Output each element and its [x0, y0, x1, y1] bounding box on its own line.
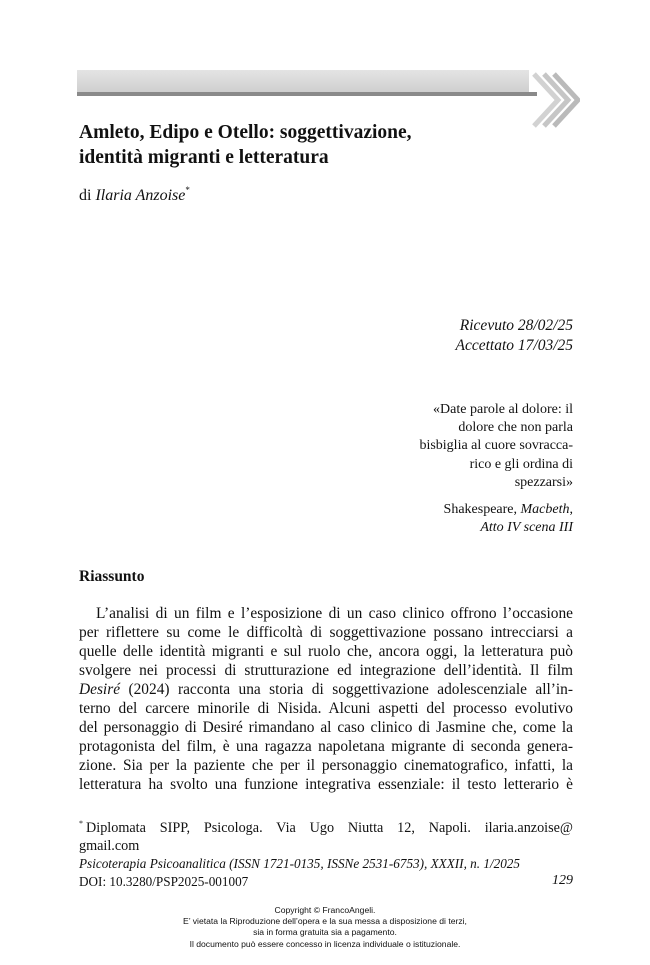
abstract-line: svolgere nei processi di strutturazione ed integrazione dell’identità. Il film: [79, 662, 573, 679]
footnote-line: gmail.com: [79, 838, 140, 854]
footnote-text: Diplomata SIPP, Psicologa. Via Ugo Niutta 12, Napoli. ilaria.anzoise@: [86, 820, 573, 836]
author-footnote-mark: *: [185, 185, 190, 195]
abstract-line: per riflettere su come le difficoltà di soggettivazione possano intrecciarsi a: [79, 624, 573, 641]
attribution-work: Macbeth: [520, 502, 570, 517]
byline-prefix: di: [79, 187, 92, 204]
copyright-line: Copyright © FrancoAngeli.: [274, 905, 376, 915]
copyright-line: Il documento può essere concesso in licenza individuale o istituzionale.: [189, 938, 461, 949]
abstract-line: protagonista del film, è una ragazza napoletana migrante di seconda genera-: [79, 738, 573, 755]
abstract-body: [79, 604, 573, 794]
epigraph-attribution: [444, 501, 573, 537]
author-footnote: [79, 815, 573, 855]
abstract-line: zione. Sia per la paziente che per il personaggio cinematografico, infatti, la: [79, 757, 573, 774]
header-banner-rule: [77, 92, 537, 96]
author-name: Ilaria Anzoise: [95, 187, 186, 204]
title-line-2: identità migranti e letteratura: [79, 147, 329, 168]
attribution-comma: ,: [569, 502, 573, 517]
abstract-line-rest: (2024) racconta una storia di soggettivazione adolescenziale all’in-: [120, 681, 573, 698]
epigraph-line: «Date parole al dolore: il: [433, 402, 573, 417]
epigraph-line: spezzarsi»: [514, 474, 573, 490]
abstract-line: terno del carcere minorile di Nisida. Alcuni aspetti del processo evolutivo: [79, 700, 573, 717]
epigraph-line: rico e gli ordina di: [469, 456, 573, 472]
attribution-author: Shakespeare,: [443, 502, 518, 517]
abstract-line: [79, 680, 573, 699]
chevron-arrows-icon: [528, 66, 580, 136]
page-number: 129: [552, 873, 573, 888]
epigraph-quote: [388, 401, 573, 492]
footnote-line: [79, 815, 573, 837]
article-title: [79, 120, 509, 170]
abstract-line: del personaggio di Desiré rimandano al caso clinico di Jasmine che, come la: [79, 719, 573, 736]
abstract-line: quelle delle identità migranti e sul ruolo che, ancora oggi, la letteratura può: [79, 643, 573, 660]
author-byline: [79, 185, 190, 205]
article-dates: [455, 316, 573, 356]
epigraph-line: dolore che non parla: [458, 420, 573, 436]
journal-citation: Psicoterapia Psicoanalitica (ISSN 1721-0135, ISSNe 2531-6753), XXXII, n. 1/2025: [79, 856, 520, 871]
abstract-heading: Riassunto: [79, 568, 145, 585]
abstract-line: L’analisi di un film e l’esposizione di un caso clinico offrono l’occasione: [96, 605, 573, 622]
received-date: Ricevuto 28/02/25: [459, 317, 573, 334]
header-banner-bar: [77, 70, 529, 92]
accepted-date: Accettato 17/03/25: [455, 337, 573, 354]
abstract-line: letteratura ha svolto una funzione integrativa essenziale: il testo letterario è: [79, 776, 573, 793]
footnote-mark: *: [79, 819, 83, 828]
copyright-line: E’ vietata la Riproduzione dell’opera e la sua messa a disposizione di terzi,: [183, 916, 467, 927]
copyright-line: sia in forma gratuita sia a pagamento.: [253, 927, 397, 938]
film-title: Desiré: [79, 681, 121, 698]
attribution-act: Atto IV scena III: [480, 520, 573, 536]
copyright-notice: [0, 905, 650, 950]
doi-text: DOI: 10.3280/PSP2025-001007: [79, 874, 249, 889]
epigraph-line: bisbiglia al cuore sovracca-: [419, 438, 573, 454]
title-line-1: Amleto, Edipo e Otello: soggettivazione,: [79, 122, 412, 143]
